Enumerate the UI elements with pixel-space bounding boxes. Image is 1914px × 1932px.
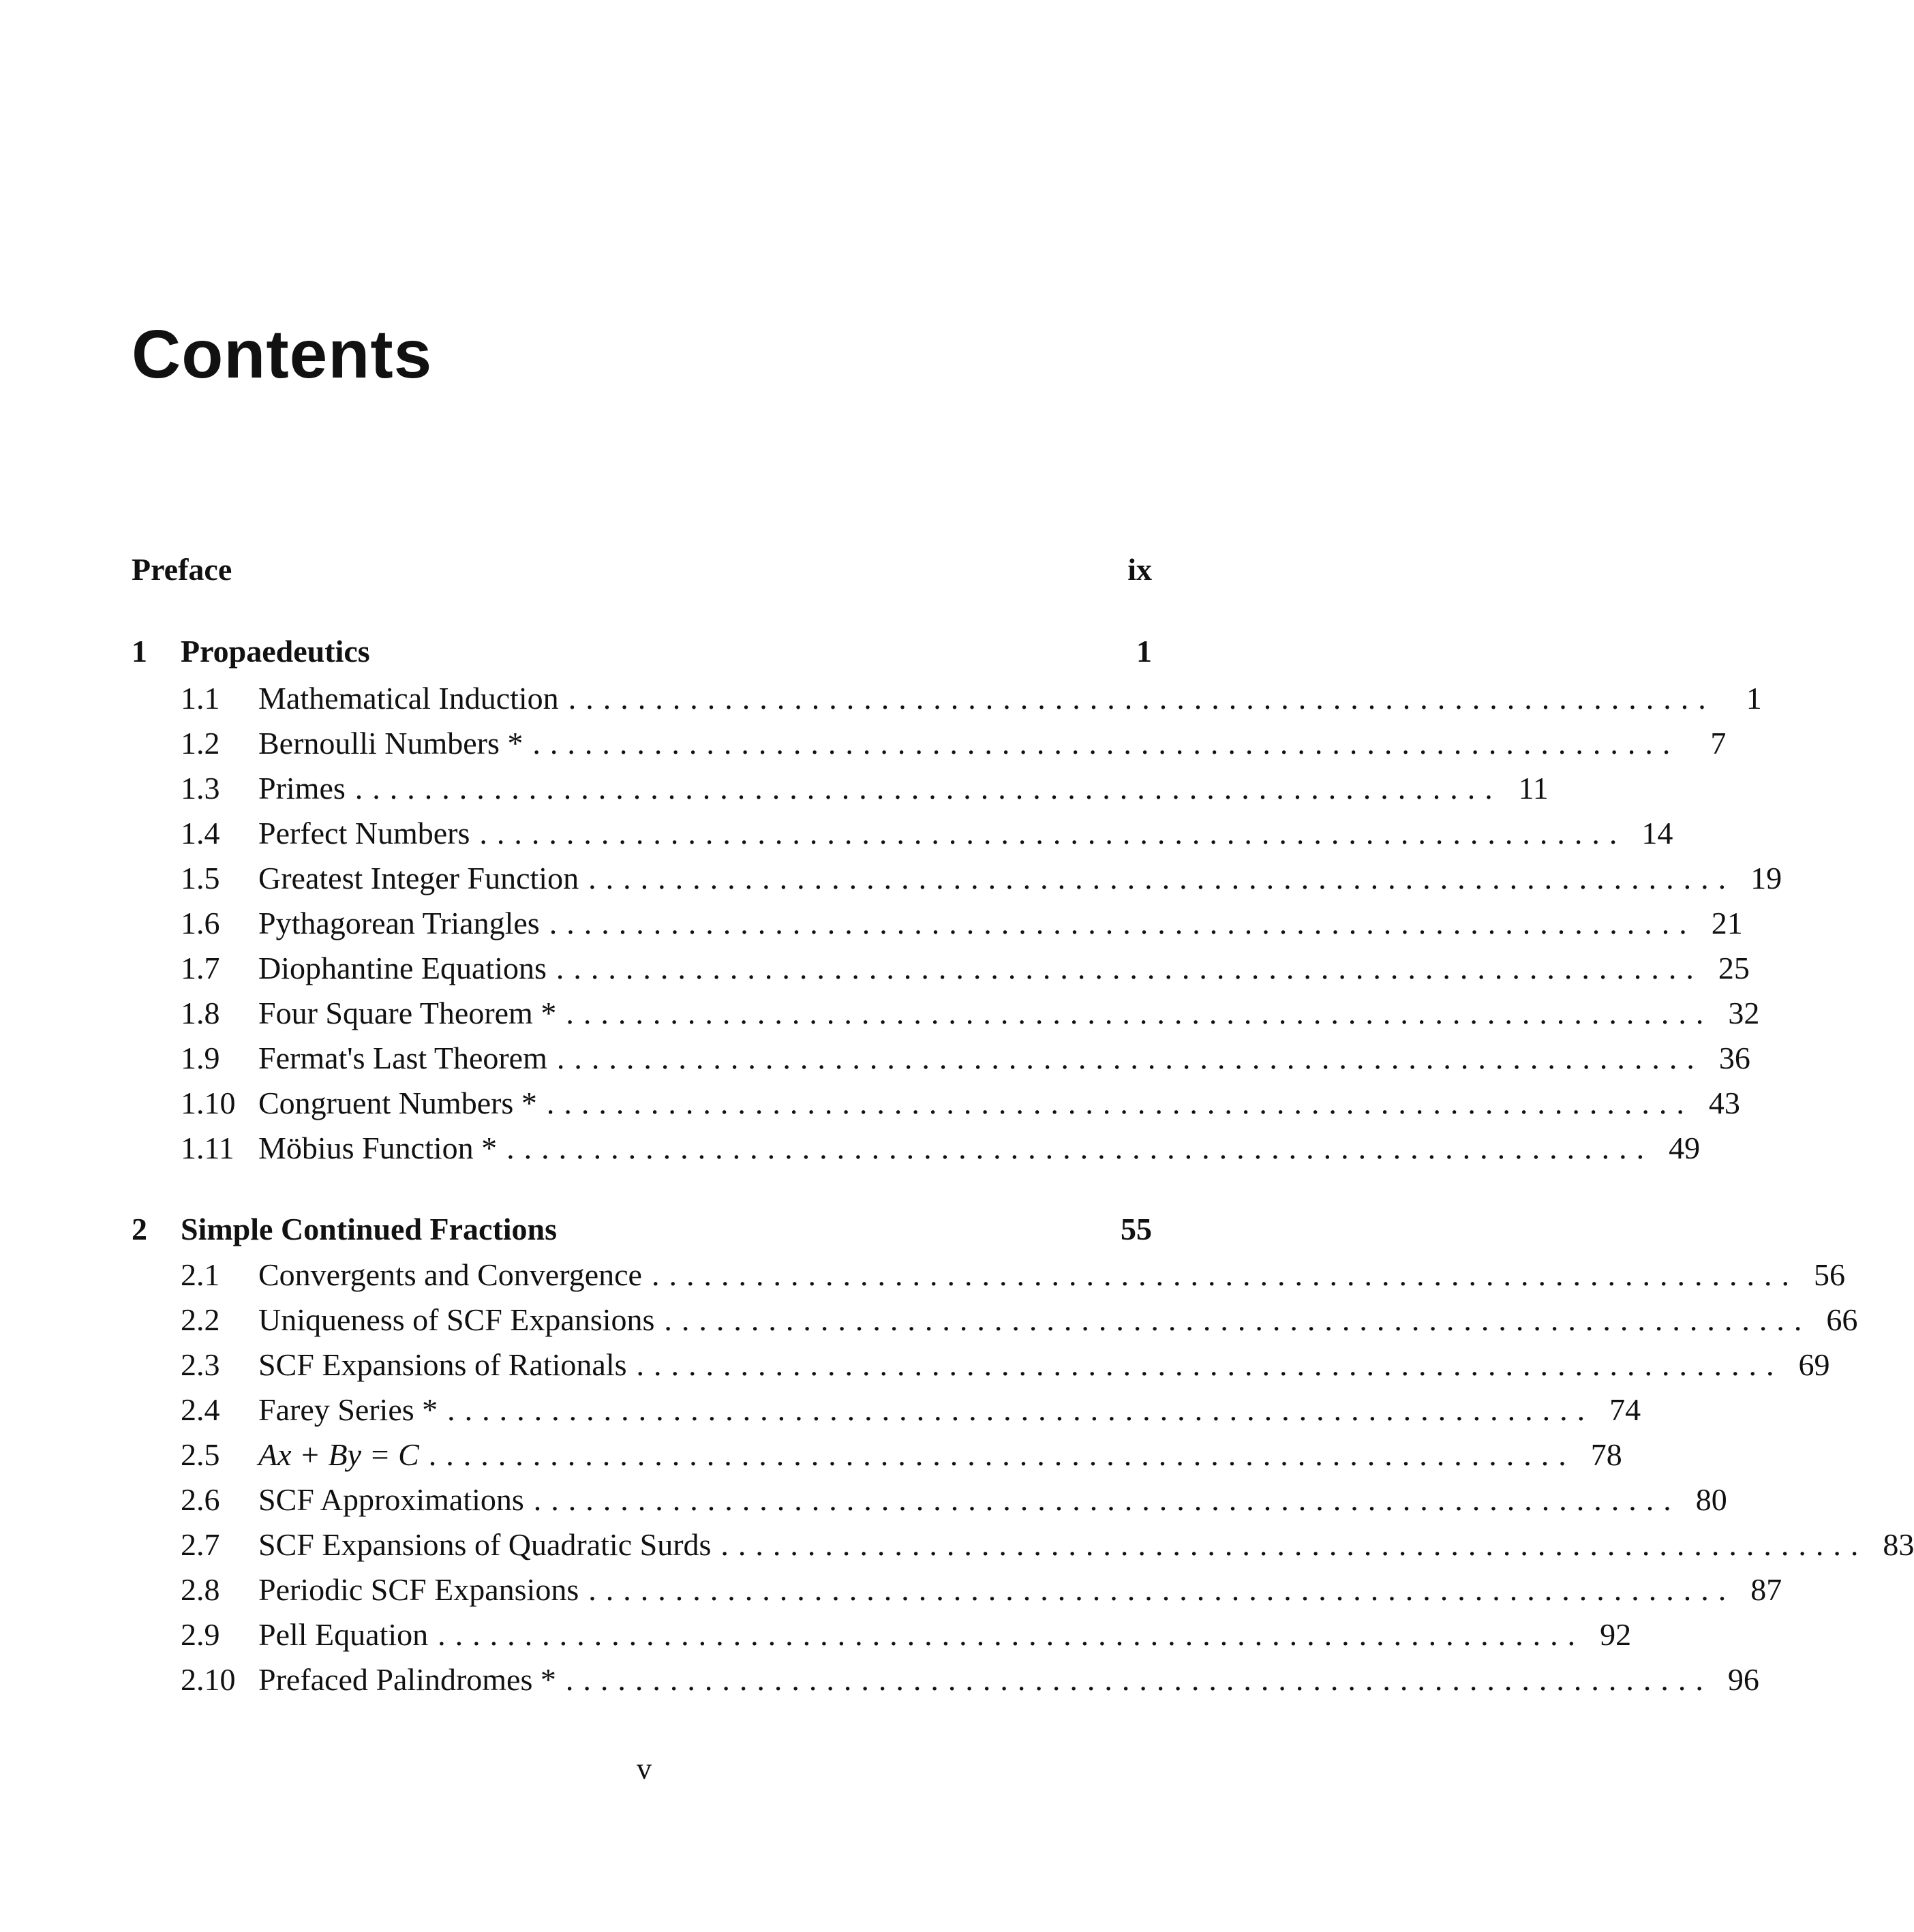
toc-chapter-2[interactable] — [132, 1209, 1152, 1250]
toc-section-number: 1.9 — [181, 1041, 220, 1075]
toc-leader: .................................................................. — [546, 1086, 1694, 1120]
toc-leader: .................................................................. — [565, 1662, 1713, 1697]
toc-section-page: 19 — [1750, 861, 1782, 895]
toc-section-page: 78 — [1590, 1437, 1622, 1472]
toc-section-title: Greatest Integer Function — [258, 861, 579, 895]
toc-leader: .................................................................. — [556, 1041, 1704, 1075]
toc-section-title: Diophantine Equations — [258, 951, 547, 985]
toc-section-number: 1.8 — [181, 996, 220, 1030]
toc-section-number: 1.11 — [181, 1131, 234, 1165]
toc-section-page: 32 — [1728, 996, 1760, 1030]
toc-section-number: 1.10 — [181, 1086, 236, 1120]
page-title: Contents — [132, 316, 433, 393]
toc-leader: .................................................................. — [568, 681, 1716, 716]
toc-section-title: Ax + By = C — [258, 1437, 419, 1472]
toc-section-number: 1.4 — [181, 816, 220, 850]
toc-section-number: 2.7 — [181, 1527, 220, 1562]
toc-section-title: Mathematical Induction — [258, 681, 559, 716]
toc-section-number: 1.7 — [181, 951, 220, 985]
toc-section-number: 1.3 — [181, 771, 220, 806]
toc-section-2-6[interactable] — [181, 1479, 1727, 1520]
page-number: v — [637, 1752, 652, 1785]
toc-section-2-5[interactable] — [181, 1435, 1622, 1475]
toc-section-page: 43 — [1708, 1086, 1740, 1120]
toc-section-page: 80 — [1695, 1482, 1727, 1517]
toc-leader: .................................................................. — [479, 816, 1627, 850]
toc-section-number: 1.6 — [181, 906, 220, 940]
toc-section-title: Fermat's Last Theorem — [258, 1041, 547, 1075]
toc-section-number: 1.5 — [181, 861, 220, 895]
toc-leader: .................................................................. — [533, 1482, 1681, 1517]
toc-section-page: 66 — [1826, 1302, 1858, 1337]
toc-leader: .................................................................. — [428, 1437, 1576, 1472]
toc-chapter-number: 2 — [132, 1212, 147, 1246]
toc-leader: .................................................................. — [720, 1527, 1868, 1562]
toc-leader: .................................................................. — [447, 1392, 1595, 1427]
toc-section-title: Uniqueness of SCF Expansions — [258, 1302, 655, 1337]
toc-leader: .................................................................. — [651, 1257, 1799, 1292]
toc-section-1-10[interactable] — [181, 1083, 1740, 1124]
toc-section-1-3[interactable] — [181, 768, 1549, 809]
toc-section-page: 87 — [1750, 1572, 1782, 1607]
toc-section-2-9[interactable] — [181, 1614, 1632, 1655]
toc-section-page: 96 — [1727, 1662, 1759, 1697]
toc-chapter-1[interactable] — [132, 631, 1152, 672]
toc-section-title: Prefaced Palindromes * — [258, 1662, 556, 1697]
toc-section-1-1[interactable] — [181, 678, 1762, 719]
toc-section-number: 2.6 — [181, 1482, 220, 1517]
toc-section-page: 1 — [1746, 681, 1762, 716]
toc-section-number: 1.1 — [181, 681, 220, 716]
toc-section-1-4[interactable] — [181, 813, 1673, 854]
toc-section-number: 1.2 — [181, 726, 220, 761]
toc-section-title: Farey Series * — [258, 1392, 438, 1427]
toc-section-number: 2.3 — [181, 1347, 220, 1382]
toc-section-title: SCF Expansions of Quadratic Surds — [258, 1527, 712, 1562]
toc-section-title: Periodic SCF Expansions — [258, 1572, 579, 1607]
toc-section-page: 21 — [1711, 906, 1743, 940]
toc-section-title: SCF Expansions of Rationals — [258, 1347, 627, 1382]
toc-section-page: 69 — [1798, 1347, 1830, 1382]
toc-leader: .................................................................. — [588, 861, 1736, 895]
toc-section-2-2[interactable] — [181, 1300, 1858, 1340]
toc-section-title: Perfect Numbers — [258, 816, 470, 850]
toc-section-page: 25 — [1718, 951, 1750, 985]
toc-section-number: 2.10 — [181, 1662, 236, 1697]
toc-section-title: Convergents and Convergence — [258, 1257, 642, 1292]
toc-section-1-2[interactable] — [181, 723, 1727, 764]
toc-chapter-title: Propaedeutics — [181, 634, 370, 669]
toc-section-1-11[interactable] — [181, 1128, 1701, 1169]
toc-leader: .................................................................. — [354, 771, 1502, 806]
toc-section-2-7[interactable] — [181, 1524, 1914, 1565]
toc-leader: .................................................................. — [556, 951, 1703, 985]
toc-section-2-10[interactable] — [181, 1659, 1759, 1700]
toc-section-page: 11 — [1518, 771, 1549, 806]
toc-section-title: Möbius Function * — [258, 1131, 498, 1165]
toc-leader: .................................................................. — [588, 1572, 1736, 1607]
toc-section-page: 56 — [1813, 1257, 1845, 1292]
toc-entry-page: ix — [1127, 552, 1152, 587]
toc-section-number: 2.2 — [181, 1302, 220, 1337]
toc-section-page: 92 — [1600, 1617, 1632, 1652]
toc-chapter-page: 55 — [1121, 1212, 1152, 1246]
toc-leader: .................................................................. — [664, 1302, 1812, 1337]
toc-section-page: 74 — [1609, 1392, 1641, 1427]
toc-leader: .................................................................. — [636, 1347, 1784, 1382]
toc-entry-preface[interactable] — [132, 549, 1152, 590]
toc-section-page: 14 — [1641, 816, 1673, 850]
toc-entry-title: Preface — [132, 552, 232, 587]
toc-section-number: 2.4 — [181, 1392, 220, 1427]
toc-section-page: 36 — [1718, 1041, 1750, 1075]
toc-leader: .................................................................. — [506, 1131, 1654, 1165]
toc-section-page: 83 — [1883, 1527, 1914, 1562]
toc-section-number: 2.8 — [181, 1572, 220, 1607]
toc-section-title: SCF Approximations — [258, 1482, 524, 1517]
toc-section-title: Bernoulli Numbers * — [258, 726, 523, 761]
toc-section-2-4[interactable] — [181, 1390, 1641, 1430]
toc-section-page: 49 — [1669, 1131, 1701, 1165]
toc-section-number: 2.1 — [181, 1257, 220, 1292]
toc-section-page: 7 — [1710, 726, 1727, 761]
toc-chapter-number: 1 — [132, 634, 147, 669]
toc-section-title: Primes — [258, 771, 346, 806]
toc-section-2-1[interactable] — [181, 1255, 1845, 1295]
toc-section-1-8[interactable] — [181, 993, 1760, 1034]
toc-section-1-5[interactable] — [181, 858, 1782, 899]
toc-section-number: 2.5 — [181, 1437, 220, 1472]
toc-section-number: 2.9 — [181, 1617, 220, 1652]
toc-section-2-8[interactable] — [181, 1569, 1782, 1610]
toc-chapter-title: Simple Continued Fractions — [181, 1212, 558, 1246]
toc-section-title: Congruent Numbers * — [258, 1086, 537, 1120]
toc-chapter-page: 1 — [1136, 634, 1152, 669]
toc-section-title: Pythagorean Triangles — [258, 906, 540, 940]
toc-section-title: Pell Equation — [258, 1617, 429, 1652]
toc-section-2-3[interactable] — [181, 1345, 1830, 1385]
toc-leader: .................................................................. — [532, 726, 1680, 761]
toc-section-title: Four Square Theorem * — [258, 996, 557, 1030]
toc-section-1-6[interactable] — [181, 903, 1743, 944]
toc-section-1-7[interactable] — [181, 948, 1750, 989]
toc-leader: .................................................................. — [566, 996, 1714, 1030]
toc-leader: .................................................................. — [438, 1617, 1585, 1652]
toc-leader: .................................................................. — [549, 906, 1697, 940]
toc-section-1-9[interactable] — [181, 1038, 1750, 1079]
